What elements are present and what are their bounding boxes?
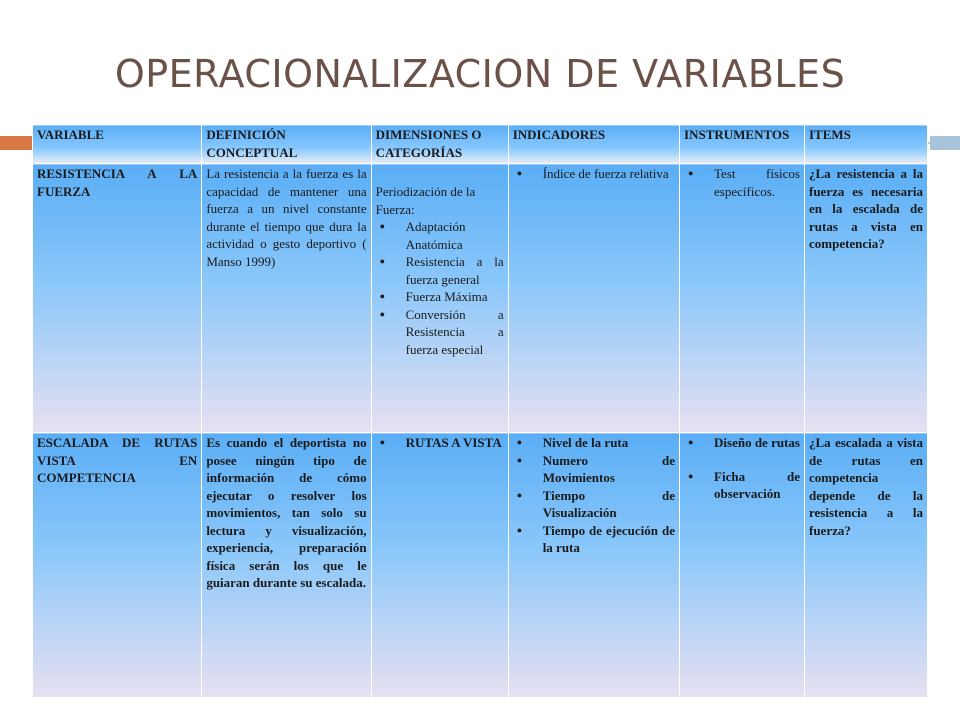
cell-instruments	[680, 164, 805, 433]
table-row	[33, 433, 928, 698]
cell-dimensions	[371, 433, 508, 698]
header-variable: VARIABLE	[33, 125, 202, 164]
list-item: ● Tiempo de Visualización	[513, 487, 675, 522]
indicator-list	[513, 165, 675, 183]
list-item: ● Índice de fuerza relativa	[513, 165, 675, 183]
list-item: ● Nivel de la ruta	[513, 434, 675, 452]
slide-title: OPERACIONALIZACION DE VARIABLES	[114, 52, 846, 96]
cell-item: ¿La escalada a vista de rutas en competencia depende de la resistencia a la fuerza?	[804, 433, 927, 698]
table-row	[33, 164, 928, 433]
cell-item: ¿La resistencia a la fuerza es necesaria en la escalada de rutas a vista en competencia?	[804, 164, 927, 433]
list-item: ● Ficha de observación	[684, 468, 800, 503]
header-items: ITEMS	[804, 125, 927, 164]
list-item: ● Tiempo de ejecución de la ruta	[513, 522, 675, 557]
list-item: ● Resistencia a la fuerza general	[376, 253, 504, 288]
dimension-list	[376, 434, 504, 452]
header-dimensions: DIMENSIONES O CATEGORÍAS	[371, 125, 508, 164]
accent-bar-left	[0, 136, 32, 150]
cell-dimensions	[371, 164, 508, 433]
cell-indicators	[508, 433, 679, 698]
header-instruments: INSTRUMENTOS	[680, 125, 805, 164]
cell-indicators	[508, 164, 679, 433]
header-definition: DEFINICIÓN CONCEPTUAL	[202, 125, 371, 164]
dimension-list	[376, 218, 504, 358]
cell-instruments	[680, 433, 805, 698]
cell-definition: Es cuando el deportista no posee ningún tipo de información de cómo ejecutar o resolver los movimientos, tan solo su lectura y visualización, experiencia, preparación física serán los que le guiaran durante su escalada.	[202, 433, 371, 698]
cell-definition: La resistencia a la fuerza es la capacidad de mantener una fuerza a un nivel constante durante el tiempo que dura la actividad o gesto deportivo ( Manso 1999)	[202, 164, 371, 433]
list-item: ● Adaptación Anatómica	[376, 218, 504, 253]
list-item: ● Test físicos específicos.	[684, 165, 800, 200]
instrument-list	[684, 434, 800, 503]
cell-variable: RESISTENCIA A LA FUERZA	[33, 164, 202, 433]
table-header-row	[33, 125, 928, 164]
instrument-list	[684, 165, 800, 200]
header-indicators: INDICADORES	[508, 125, 679, 164]
accent-bar-right	[930, 136, 960, 150]
indicator-list	[513, 434, 675, 557]
dimension-intro: Periodización de la Fuerza:	[375, 184, 476, 217]
list-item: ● Diseño de rutas	[684, 434, 800, 452]
list-item: ● Fuerza Máxima	[376, 288, 504, 306]
list-item: ● RUTAS A VISTA	[376, 434, 504, 452]
cell-variable: ESCALADA DE RUTAS VISTA EN COMPETENCIA	[33, 433, 202, 698]
list-item: ● Numero de Movimientos	[513, 452, 675, 487]
list-item: ● Conversión a Resistencia a fuerza especial	[376, 306, 504, 359]
operationalization-table	[32, 124, 928, 698]
